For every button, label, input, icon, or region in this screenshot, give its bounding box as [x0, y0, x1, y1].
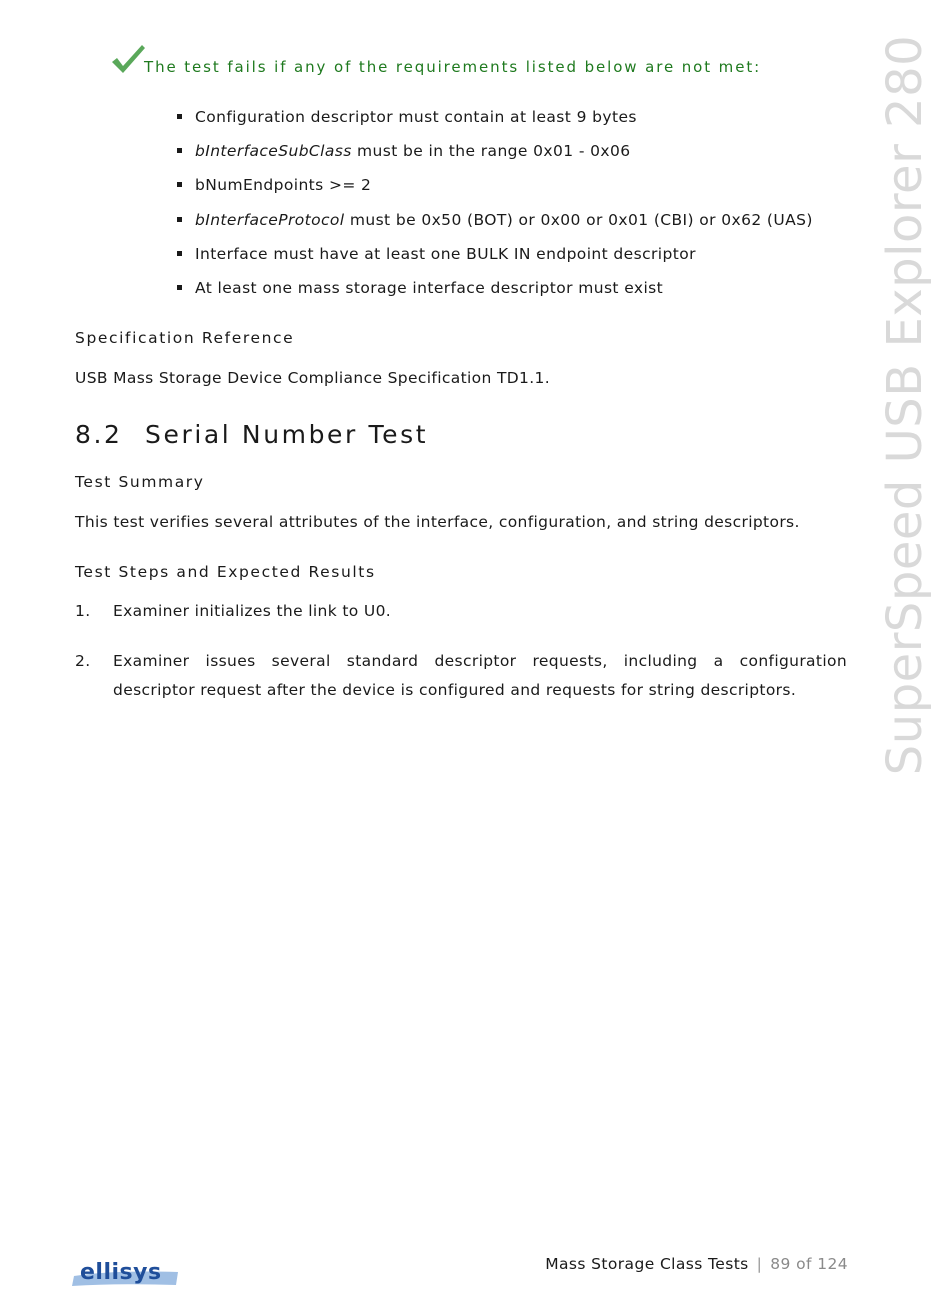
- step-text: Examiner issues several standard descriptor requests, including a configuration descriptor request after the device is configured and requests for string descriptors.: [113, 652, 847, 699]
- section-title: [75, 420, 428, 449]
- list-item: bInterfaceProtocol must be 0x50 (BOT) or 0x00 or 0x01 (CBI) or 0x62 (UAS): [175, 209, 813, 243]
- ellisys-logo: [72, 1256, 180, 1288]
- bullet-icon: [177, 148, 182, 153]
- section-number: 8.2: [75, 420, 123, 449]
- list-item: Interface must have at least one BULK IN endpoint descriptor: [175, 243, 813, 277]
- list-item: bInterfaceSubClass must be in the range 0x01 - 0x06: [175, 140, 813, 174]
- bullet-icon: [177, 114, 182, 119]
- summary-text: This test verifies several attributes of the interface, configuration, and string descriptors.: [75, 513, 800, 531]
- product-watermark: SuperSpeed USB Explorer 280: [877, 34, 933, 776]
- step-text: Examiner initializes the link to U0.: [113, 602, 392, 620]
- requirements-list: [175, 106, 813, 311]
- svg-text:ellisys: ellisys: [80, 1260, 162, 1285]
- bullet-icon: [177, 251, 182, 256]
- step-item: [75, 647, 847, 705]
- bullet-icon: [177, 217, 182, 222]
- step-number: 2.: [75, 652, 91, 670]
- bullet-icon: [177, 285, 182, 290]
- page-number: 89 of 124: [770, 1255, 848, 1273]
- list-item: bNumEndpoints >= 2: [175, 174, 813, 208]
- section-title-text: Serial Number Test: [145, 420, 429, 449]
- list-item: Configuration descriptor must contain at least 9 bytes: [175, 106, 813, 140]
- bullet-icon: [177, 182, 182, 187]
- summary-heading: Test Summary: [75, 473, 205, 491]
- checkmark-icon: [110, 42, 146, 76]
- spec-reference-heading: Specification Reference: [75, 329, 295, 347]
- list-item: At least one mass storage interface descriptor must exist: [175, 277, 813, 311]
- footer-separator: |: [756, 1255, 763, 1273]
- step-number: 1.: [75, 602, 91, 620]
- page-footer: [545, 1255, 848, 1273]
- footer-chapter: Mass Storage Class Tests: [545, 1255, 749, 1273]
- requirements-note: The test fails if any of the requirements listed below are not met:: [144, 58, 762, 76]
- spec-reference-text: USB Mass Storage Device Compliance Specification TD1.1.: [75, 369, 551, 387]
- step-item: [75, 597, 847, 626]
- steps-heading: Test Steps and Expected Results: [75, 563, 376, 581]
